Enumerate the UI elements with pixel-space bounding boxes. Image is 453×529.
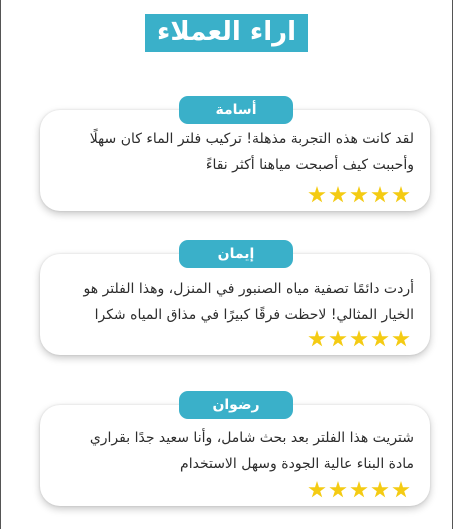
testimonial-text: أردت دائمًا تصفية مياه الصنبور في المنزل، وهذا الفلتر هو الخيار المثالي! لاحظت فرقًا كبيرًا في مذاق المياه شكرا — [83, 281, 414, 323]
rating-stars — [308, 481, 410, 499]
star-icon — [392, 186, 410, 204]
star-icon — [308, 481, 326, 499]
reviewer-name-pill: أسامة — [179, 96, 293, 124]
testimonial-card — [40, 405, 430, 506]
star-icon — [308, 186, 326, 204]
star-icon — [371, 481, 389, 499]
star-icon — [350, 186, 368, 204]
testimonial-text: شتريت هذا الفلتر بعد بحث شامل، وأنا سعيد جدًا بقراري مادة البناء عالية الجودة وسهل الاستخدام — [89, 430, 414, 472]
star-icon — [329, 481, 347, 499]
star-icon — [329, 186, 347, 204]
star-icon — [350, 481, 368, 499]
rating-stars — [308, 186, 410, 204]
page-title: اراء العملاء — [145, 14, 308, 52]
star-icon — [392, 481, 410, 499]
star-icon — [350, 330, 368, 348]
star-icon — [329, 330, 347, 348]
star-icon — [371, 186, 389, 204]
star-icon — [308, 330, 326, 348]
reviewer-name-pill: إيمان — [179, 240, 293, 268]
star-icon — [392, 330, 410, 348]
testimonial-text: لقد كانت هذه التجربة مذهلة! تركيب فلتر الماء كان سهلًا وأحببت كيف أصبحت مياهنا أكثر نقاءً — [89, 131, 414, 173]
star-icon — [371, 330, 389, 348]
rating-stars — [308, 330, 410, 348]
testimonial-card — [40, 254, 430, 355]
testimonial-card — [40, 110, 430, 211]
title-wrap — [1, 14, 452, 52]
reviewer-name-pill: رضوان — [179, 391, 293, 419]
